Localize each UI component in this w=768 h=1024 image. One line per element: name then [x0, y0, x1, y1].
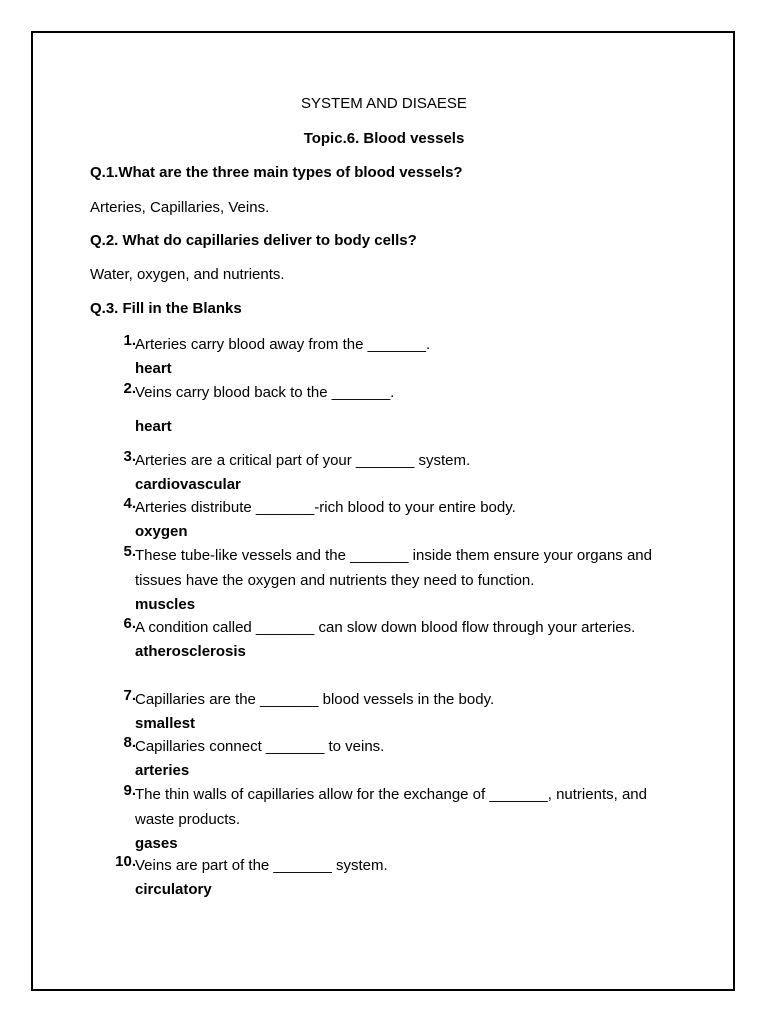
item-number: 5.: [123, 543, 136, 560]
item-number: 3.: [123, 448, 136, 465]
item-text: Capillaries connect _______ to veins.: [135, 738, 385, 755]
item-answer: gases: [135, 835, 178, 852]
item-answer: muscles: [135, 596, 196, 613]
list-item: [110, 448, 670, 496]
item-number: 1.: [123, 332, 136, 349]
item-answer: atherosclerosis: [135, 643, 246, 660]
item-number: 6.: [123, 615, 136, 632]
item-text: Veins are part of the _______ system.: [135, 857, 388, 874]
item-answer: heart: [135, 360, 172, 377]
item-answer: smallest: [135, 715, 196, 732]
item-answer: oxygen: [135, 523, 188, 540]
question-1: Q.1.What are the three main types of blood vessels?: [90, 164, 463, 181]
item-text: Arteries distribute _______-rich blood to your entire body.: [135, 499, 516, 516]
item-text: Capillaries are the _______ blood vessels in the body.: [135, 691, 495, 708]
item-text: These tube-like vessels and the _______ inside them ensure your organs and tissues have the oxygen and nutrients they need to function.: [135, 547, 652, 589]
list-item: [110, 734, 670, 782]
item-answer: circulatory: [135, 881, 212, 898]
item-answer: arteries: [135, 762, 190, 779]
question-3-heading: Q.3. Fill in the Blanks: [90, 300, 242, 317]
item-number: 8.: [123, 734, 136, 751]
item-answer: heart: [135, 418, 172, 435]
item-number: 7.: [123, 687, 136, 704]
list-item: [110, 687, 670, 735]
item-answer: cardiovascular: [135, 476, 241, 493]
list-item: [110, 495, 670, 543]
list-item: [110, 332, 670, 380]
list-item: [110, 543, 670, 616]
item-text: Veins carry blood back to the _______.: [135, 384, 395, 401]
answer-1: Arteries, Capillaries, Veins.: [90, 199, 270, 216]
item-text: Arteries are a critical part of your _______ system.: [135, 452, 471, 469]
item-text: The thin walls of capillaries allow for the exchange of _______, nutrients, and waste products.: [135, 786, 647, 828]
item-number: 4.: [123, 495, 136, 512]
item-text: Arteries carry blood away from the _______.: [135, 336, 431, 353]
item-number: 9.: [123, 782, 136, 799]
item-number: 2.: [123, 380, 136, 397]
item-text: A condition called _______ can slow down blood flow through your arteries.: [135, 619, 636, 636]
item-number: 10.: [115, 853, 136, 870]
list-item: [110, 853, 670, 901]
topic-heading: Topic.6. Blood vessels: [303, 130, 465, 147]
list-item: [110, 380, 670, 438]
question-2: Q.2. What do capillaries deliver to body cells?: [90, 232, 417, 249]
list-item: [110, 615, 670, 663]
document-title: SYSTEM AND DISAESE: [301, 95, 467, 112]
list-item: [110, 782, 670, 855]
answer-2: Water, oxygen, and nutrients.: [90, 266, 285, 283]
